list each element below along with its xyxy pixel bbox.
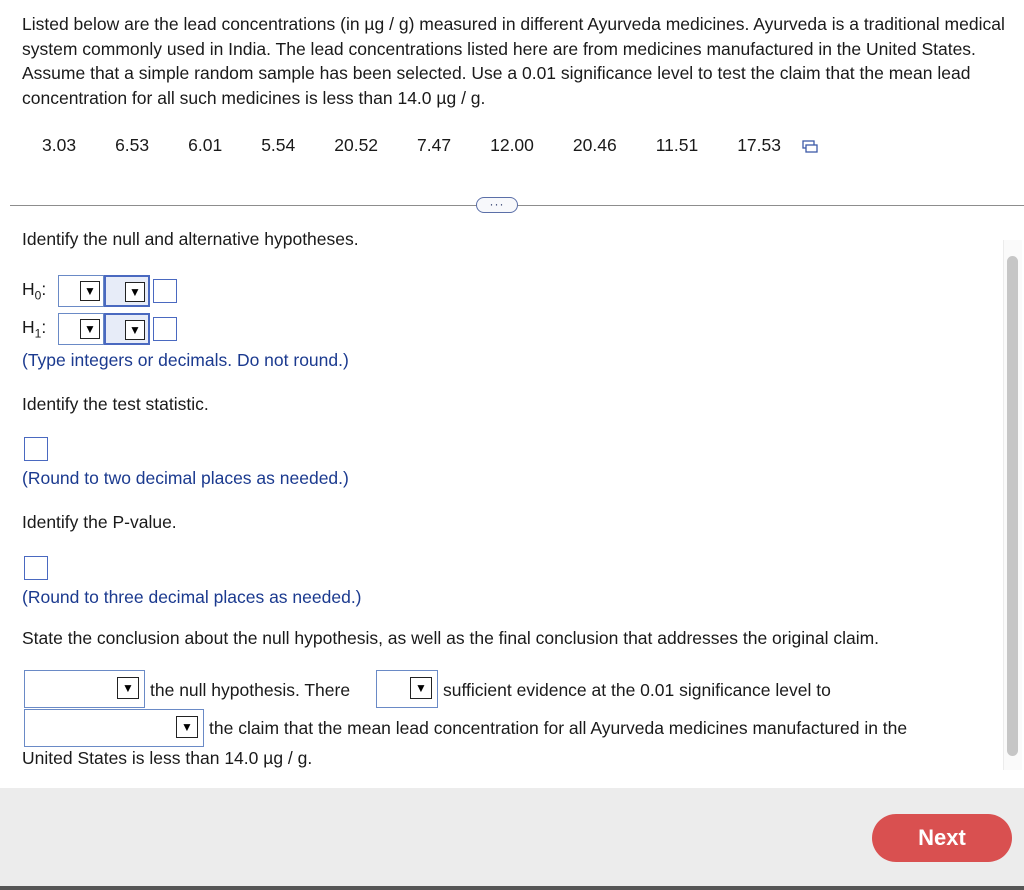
data-value: 6.53 [115, 134, 150, 155]
reject-decision-select[interactable] [24, 670, 145, 708]
p-value-note: (Round to three decimal places as needed.) [22, 587, 362, 607]
claim-decision-select[interactable] [24, 709, 204, 747]
next-button[interactable]: Next [872, 814, 1012, 862]
p-value-prompt: Identify the P-value. [22, 512, 177, 532]
h0-label: $H_0$: [22, 279, 47, 303]
h1-operator-select[interactable] [104, 313, 150, 345]
conclusion-prompt: State the conclusion about the null hypothesis, as well as the final conclusion that addresses the original claim. [22, 628, 880, 648]
hypotheses-prompt: Identify the null and alternative hypotheses. [22, 229, 359, 249]
evidence-select[interactable] [376, 670, 438, 708]
data-value: 12.00 [490, 134, 534, 155]
h0-row [22, 275, 177, 307]
data-values-row [42, 133, 818, 157]
question-panel [0, 207, 1024, 788]
test-statistic-note: (Round to two decimal places as needed.) [22, 468, 349, 488]
expand-more-button[interactable]: ··· [476, 197, 518, 213]
problem-statement: Listed below are the lead concentrations (in µg / g) measured in different Ayurveda medicines. Ayurveda is a traditional medical system commonly used in India. The lead concentrations listed here are from medicines manufactured in the United States. Assume that a simple random sample has been selected. Use a 0.01 significance level to test the claim that the mean lead concentration for all such medicines is less than 14.0 µg / g. [22, 14, 1005, 108]
scrollbar-thumb[interactable] [1007, 256, 1018, 756]
data-value: 5.54 [261, 134, 296, 155]
chevron-down-icon: ▼ [125, 320, 145, 340]
h0-value-input[interactable] [153, 279, 177, 303]
test-statistic-prompt: Identify the test statistic. [22, 394, 209, 414]
data-value: 17.53 [737, 134, 781, 155]
footer-bar [0, 788, 1024, 886]
data-value: 7.47 [417, 134, 452, 155]
conclusion-text-1: the null hypothesis. There [150, 680, 351, 700]
data-value: 6.01 [188, 134, 223, 155]
h1-label: $H_1$: [22, 317, 47, 341]
h1-parameter-select[interactable] [58, 313, 104, 345]
test-statistic-input[interactable] [24, 437, 48, 461]
h1-row [22, 313, 177, 345]
chevron-down-icon: ▼ [410, 677, 432, 699]
bottom-edge [0, 886, 1024, 890]
data-value: 20.46 [572, 134, 617, 155]
chevron-down-icon: ▼ [125, 282, 145, 302]
hypotheses-note: (Type integers or decimals. Do not round.) [22, 350, 349, 370]
h1-value-input[interactable] [153, 317, 177, 341]
copy-data-icon[interactable] [802, 138, 818, 152]
data-value: 11.51 [655, 134, 699, 155]
conclusion-text-4: United States is less than 14.0 µg / g. [22, 748, 313, 768]
conclusion-text-3: the claim that the mean lead concentration for all Ayurveda medicines manufactured in the [209, 718, 908, 738]
p-value-input[interactable] [24, 556, 48, 580]
data-value: 20.52 [334, 134, 379, 155]
chevron-down-icon: ▼ [117, 677, 139, 699]
h0-operator-select[interactable] [104, 275, 150, 307]
chevron-down-icon: ▼ [176, 716, 198, 738]
chevron-down-icon: ▼ [80, 281, 100, 301]
h0-parameter-select[interactable] [58, 275, 104, 307]
data-value: 3.03 [42, 134, 77, 155]
conclusion-text-2: sufficient evidence at the 0.01 significance level to [443, 680, 831, 700]
chevron-down-icon: ▼ [80, 319, 100, 339]
